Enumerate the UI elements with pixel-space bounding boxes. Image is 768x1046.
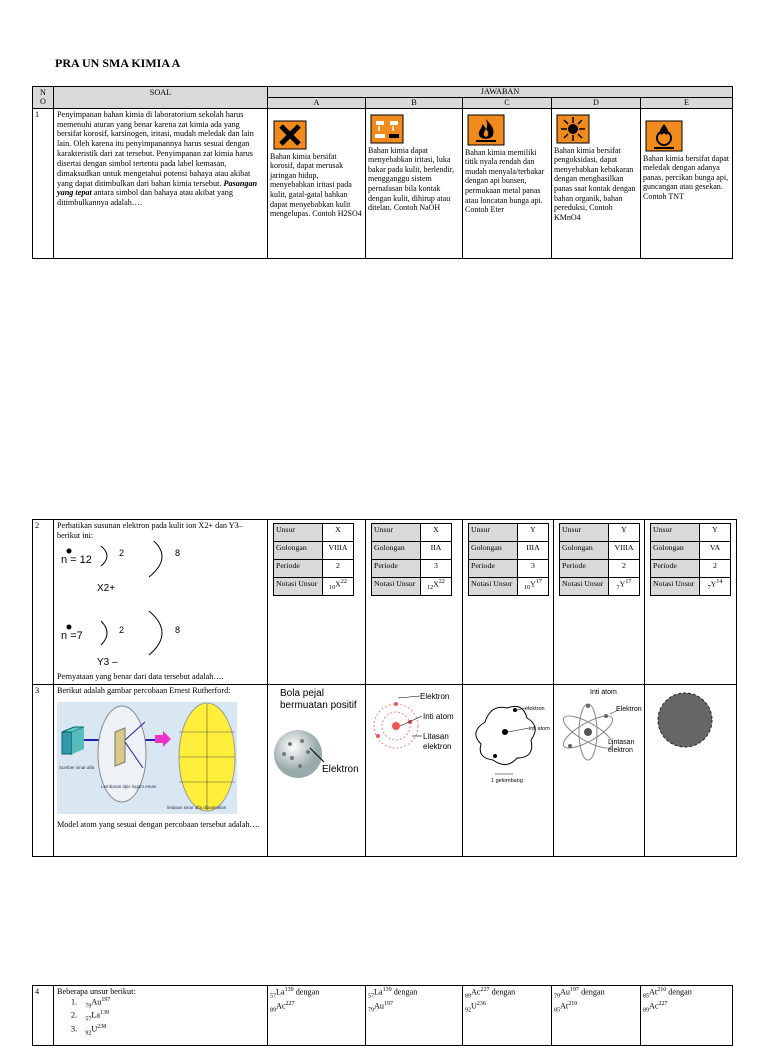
q2-option-c	[463, 520, 554, 685]
q2-option-c-table: Unsur Y Golongan IIIA Periode 3 Notasi Unsur $_{10}Y^{17}$	[468, 523, 549, 596]
q4-item-2: 2. $_{57}La^{139}$	[71, 1010, 109, 1023]
ion2-label: Y3 –	[97, 656, 118, 668]
q2-number: 2	[33, 520, 54, 685]
harmful-x-icon	[272, 120, 308, 150]
q4-text	[54, 986, 268, 1046]
svg-text:1 gelombang: 1 gelombang	[491, 778, 523, 784]
svg-text:Inti atom: Inti atom	[590, 689, 617, 696]
q2-option-d	[554, 520, 645, 685]
q2-option-e	[645, 520, 737, 685]
q4-item-3: 3. $_{92}U^{238}$	[71, 1023, 107, 1037]
header-col-e: E	[641, 97, 733, 108]
q2-text	[54, 520, 268, 685]
header-no: N O	[33, 87, 54, 109]
header-soal: SOAL	[54, 87, 268, 109]
svg-text:Lintasan: Lintasan	[608, 739, 635, 746]
svg-text:Elektron: Elektron	[616, 706, 642, 713]
q2-intro: Perhatikan susunan elektron pada kulit ion X2+ dan Y3– berikut ini:	[57, 521, 243, 540]
fig-label-source: Sumber sinar alfa	[59, 764, 95, 770]
header-jawaban: JAWABAN	[268, 87, 733, 98]
svg-text:Elektron: Elektron	[322, 764, 359, 775]
q3-option-c	[463, 685, 554, 857]
q3-question: Model atom yang sesuai dengan percobaan tersebut adalah….	[57, 819, 260, 829]
q1-option-e: Bahan kimia bersifat dapat meledak dengan adanya panas, percikan bunga api, guncangan atau gesekan. Contoh TNT	[641, 108, 733, 258]
q1-emphasis: Pasangan yang tepat	[57, 178, 258, 198]
svg-text:elektron: elektron	[608, 747, 633, 754]
svg-text:Bola pejal: Bola pejal	[280, 688, 324, 699]
q4-item-1: 1. $_{79}Au^{197}$	[71, 996, 111, 1010]
fig-label-foil: Lembaran tipis logam emas	[101, 783, 157, 789]
q4-option-e: $_{85}At^{210}$ dengan $_{89}Ac^{227}$	[641, 986, 733, 1046]
q2-option-b-table: Unsur X Golongan IIA Periode 3 Notasi Unsur $_{12}X^{22}$	[371, 523, 452, 596]
svg-text:inti atom: inti atom	[529, 726, 550, 732]
question-table-3	[32, 985, 733, 1046]
rutherford-experiment-figure	[57, 702, 237, 814]
oxidizing-icon	[645, 120, 683, 152]
svg-text:elektron: elektron	[525, 706, 545, 712]
q3-text	[54, 685, 268, 857]
ion2-nucleus: n =7	[61, 629, 83, 642]
header-col-d: D	[552, 97, 641, 108]
header-col-b: B	[366, 97, 463, 108]
ion1-shell-1: 2	[119, 547, 125, 558]
q4-option-b: $_{57}La^{139}$ dengan $_{79}Au^{197}$	[366, 986, 463, 1046]
q2-option-b	[366, 520, 463, 685]
q3-number: 3	[33, 685, 54, 857]
ion1-label: X2+	[97, 582, 116, 594]
q4-number: 4	[33, 986, 54, 1046]
q1-option-b: Bahan kimia dapat menyebabkan iritasi, luka bakar pada kulit, berlendir, mengganggu sistem pernafasan bila kontak dengan kulit, dihirup atau ditelan. Contoh NaOH	[366, 108, 463, 258]
q1-option-c: Bahan kimia memiliki titik nyala rendah dan mudah menyala/terbakar dengan api bunsen, permukaan metal panas atau loncatan bunga api. Contoh Eter	[463, 108, 552, 258]
q1-option-a: Bahan kimia bersifat korosif, dapat merusak jaringan hidup, menyebabkan iritasi pada kulit, gatal-gatal bahkan dapat menyebabkan kulit mengelupas. Contoh H2SO4	[268, 108, 366, 258]
question-table-1	[32, 86, 733, 259]
header-col-c: C	[463, 97, 552, 108]
svg-text:Inti atom: Inti atom	[423, 712, 454, 721]
thomson-model-figure	[270, 686, 362, 786]
q2-question: Pernyataan yang benar dari data tersebut adalah….	[57, 671, 224, 681]
electron-config-diagram	[57, 541, 207, 669]
dalton-model-figure	[647, 686, 727, 756]
question-table-2	[32, 519, 737, 857]
q1-text	[54, 108, 268, 258]
q4-option-a: $_{57}La^{139}$ dengan $_{89}Ac^{227}$	[268, 986, 366, 1046]
svg-text:Elektron: Elektron	[420, 692, 450, 701]
rutherford-model-figure	[556, 686, 642, 776]
q3-intro: Berikut adalah gambar percobaan Ernest Rutherford:	[57, 686, 231, 695]
ion1-shell-2: 8	[175, 547, 181, 558]
flammable-icon	[467, 114, 505, 146]
q2-option-a	[268, 520, 366, 685]
q1-option-d: Bahan kimia bersifat pengoksidasi, dapat menyebabkan kebakaran dengan menghasilkan panas saat kontak dengan bahan organik, bahan pereduksi, Contoh KMnO4	[552, 108, 641, 258]
q1-number: 1	[33, 108, 54, 258]
bohr-model-figure	[368, 686, 460, 766]
q2-option-d-table: Unsur Y Golongan VIIIA Periode 2 Notasi Unsur $_7Y^{17}$	[559, 523, 640, 596]
q3-option-b	[366, 685, 463, 857]
q1-body-2: antara simbol dan bahaya atau akibat yang ditimbulkannya adalah….	[57, 188, 233, 208]
corrosive-icon	[370, 114, 404, 144]
svg-text:bermuatan positif: bermuatan positif	[280, 700, 357, 711]
header-col-a: A	[268, 97, 366, 108]
q3-option-e	[645, 685, 737, 857]
q4-option-d: $_{79}Au^{197}$ dengan $_{85}At^{210}$	[552, 986, 641, 1046]
ion2-shell-1: 2	[119, 624, 125, 635]
svg-text:Litasan: Litasan	[423, 732, 449, 741]
page-title: PRA UN SMA KIMIA A	[55, 56, 181, 70]
wave-model-figure	[465, 686, 551, 786]
explosive-icon	[556, 114, 590, 144]
q4-option-c: $_{89}Ac^{227}$ dengan $_{92}U^{236}$	[463, 986, 552, 1046]
q3-option-a	[268, 685, 366, 857]
q2-option-a-table: Unsur X Golongan VIIIA Periode 2 Notasi Unsur $_{10}X^{22}$	[273, 523, 354, 596]
ion2-shell-2: 8	[175, 624, 181, 635]
q1-body: Penyimpanan bahan kimia di laboratorium sekolah harus memenuhi aturan yang benar karena zat kimia ada yang bersifat korosif, karsinogen, iritasi, mudah meledak dan lain lain. Oleh karena itu penyimpanannya harus sesuai dengan karakteristik dari zat tersebut. Penyimpanan zat kimia harus disertai dengan simbol tertentu pada label kemasan, dimaksudkan untuk mengetahui potensi bahaya atau akibat yang dapat ditimbulkan dari bahan kimia tersebut.	[57, 109, 254, 188]
q3-option-d	[554, 685, 645, 857]
q2-option-e-table: Unsur Y Golongan VA Periode 2 Notasi Unsur $_7Y^{14}$	[650, 523, 731, 596]
fig-label-screen: lintasan sinar alfa dipantulkan	[167, 804, 227, 810]
svg-text:elektron: elektron	[423, 742, 452, 751]
q4-intro: Beberapa unsur berikut:	[57, 987, 136, 996]
ion1-nucleus: n = 12	[61, 553, 92, 566]
